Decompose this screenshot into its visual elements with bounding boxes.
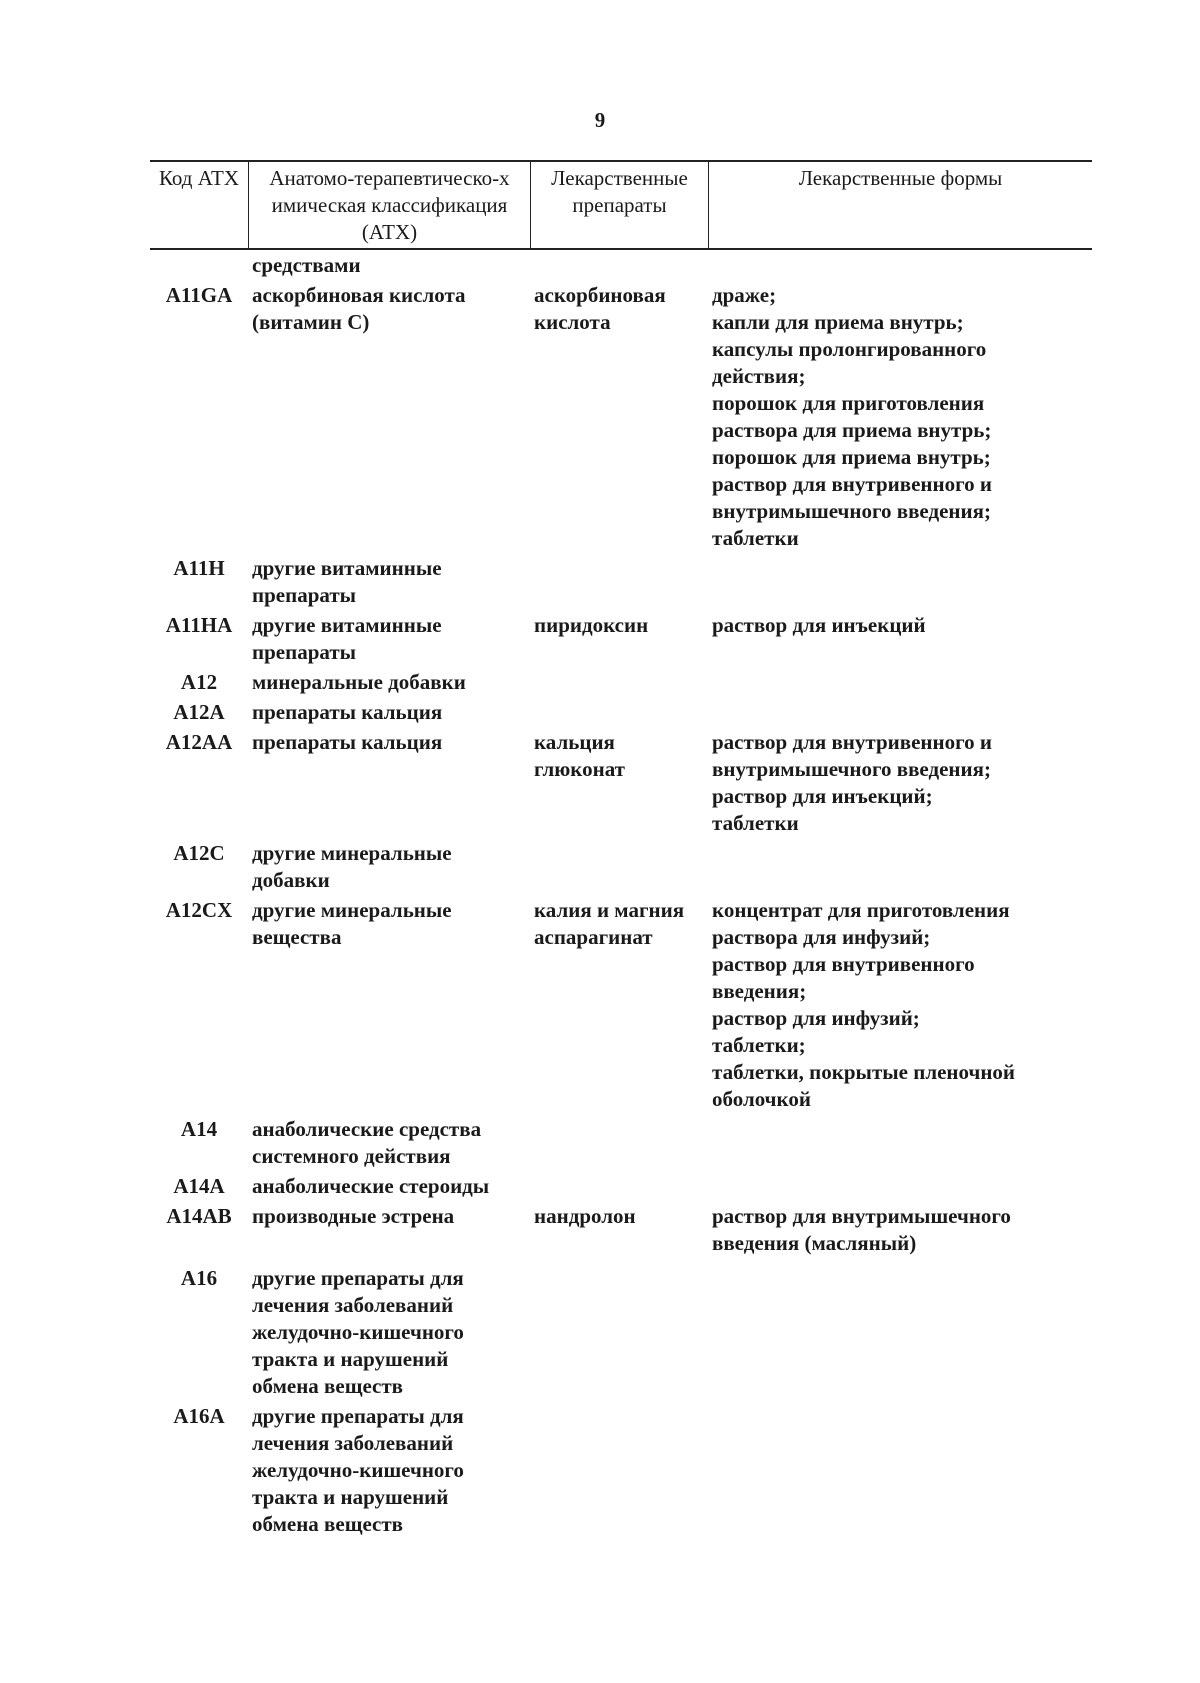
atc-code: A12AA <box>165 730 233 754</box>
atc-code <box>150 252 248 279</box>
atc-classification: препараты кальция <box>252 730 443 754</box>
atc-classification: другие минеральные добавки <box>252 841 452 892</box>
dosage-forms <box>706 669 1092 696</box>
dosage-forms: раствор для внутримышечного введения (масляный) <box>712 1204 1011 1255</box>
atc-classification: минеральные добавки <box>252 670 466 694</box>
atc-classification: препараты кальция <box>252 700 443 724</box>
dosage-forms <box>706 252 1092 279</box>
atc-code: A14 <box>180 1117 218 1141</box>
drug-name: кальция глюконат <box>534 730 625 781</box>
page-number: 9 <box>594 108 606 132</box>
atc-classification: другие препараты для лечения заболеваний желудочно-кишечного тракта и нарушений обмена веществ <box>252 1266 464 1398</box>
dosage-forms <box>706 1403 1092 1538</box>
table-row <box>150 282 1092 552</box>
drug-name <box>528 669 706 696</box>
atc-code: A12CX <box>165 898 233 922</box>
drug-name <box>528 699 706 726</box>
atc-classification: анаболические стероиды <box>252 1174 490 1198</box>
drug-name: аскорбиновая кислота <box>534 283 666 334</box>
header-drugs: Лекарственные препараты <box>530 162 708 248</box>
table-row <box>150 840 1092 894</box>
atc-code: A14A <box>173 1174 225 1198</box>
table-row <box>150 1203 1092 1257</box>
table-row <box>150 699 1092 726</box>
drug-name <box>528 1265 706 1400</box>
dosage-forms <box>706 840 1092 894</box>
atc-code: A11GA <box>165 283 233 307</box>
drug-name <box>528 1403 706 1538</box>
header-code: Код АТХ <box>158 166 240 190</box>
dosage-forms: раствор для внутривенного и внутримышечного введения; раствор для инъекций; таблетки <box>712 730 992 835</box>
dosage-forms <box>706 1116 1092 1170</box>
drug-name <box>528 1173 706 1200</box>
dosage-forms <box>706 555 1092 609</box>
drug-name <box>528 840 706 894</box>
dosage-forms: раствор для инъекций <box>712 613 926 637</box>
table-row <box>150 1265 1092 1400</box>
drug-name: пиридоксин <box>534 613 649 637</box>
drug-name: калия и магния аспарагинат <box>534 898 685 949</box>
header-forms: Лекарственные формы <box>708 162 1092 248</box>
drug-name <box>528 252 706 279</box>
atc-classification: аскорбиновая кислота (витамин С) <box>252 283 466 334</box>
table-row <box>150 252 1092 279</box>
table-body <box>150 252 1092 1538</box>
atc-classification: другие минеральные вещества <box>252 898 452 949</box>
table-row <box>150 1403 1092 1538</box>
dosage-forms <box>706 1173 1092 1200</box>
table-row <box>150 555 1092 609</box>
atc-code: A12A <box>173 700 225 724</box>
atc-code: A14AB <box>166 1204 232 1228</box>
atc-code: A16 <box>180 1266 218 1290</box>
header-classification: Анатомо-терапевтическо-х имическая классификация (АТХ) <box>248 162 530 248</box>
atc-classification: другие витаминные препараты <box>252 613 442 664</box>
atc-code: A12 <box>180 670 218 694</box>
atc-code: A16A <box>173 1404 225 1428</box>
table-row <box>150 729 1092 837</box>
atc-classification: другие витаминные препараты <box>252 556 442 607</box>
dosage-forms <box>706 699 1092 726</box>
atc-code: A11HA <box>165 613 233 637</box>
dosage-forms <box>706 1265 1092 1400</box>
drug-name <box>528 1116 706 1170</box>
atc-code: A11H <box>173 556 225 580</box>
atc-code: A12C <box>173 841 225 865</box>
table-row <box>150 612 1092 666</box>
atc-classification: производные эстрена <box>252 1204 455 1228</box>
dosage-forms: концентрат для приготовления раствора для инфузий; раствор для внутривенного введения; раствор для инфузий; таблетки; таблетки, покрытые пленочной оболочкой <box>712 898 1016 1111</box>
atc-classification: анаболические средства системного действия <box>252 1117 482 1168</box>
table-row <box>150 1173 1092 1200</box>
drug-name <box>528 555 706 609</box>
table-row <box>150 1116 1092 1170</box>
table-row <box>150 897 1092 1113</box>
table-row <box>150 669 1092 696</box>
table-header <box>150 160 1092 250</box>
atc-classification: другие препараты для лечения заболеваний желудочно-кишечного тракта и нарушений обмена веществ <box>252 1404 464 1536</box>
dosage-forms: драже; капли для приема внутрь; капсулы пролонгированного действия; порошок для приготовления раствора для приема внутрь; порошок для приема внутрь; раствор для внутривенного и внутримышечного введения; таблетки <box>712 283 992 550</box>
drug-name: нандролон <box>534 1204 636 1228</box>
atc-classification: средствами <box>252 253 361 277</box>
